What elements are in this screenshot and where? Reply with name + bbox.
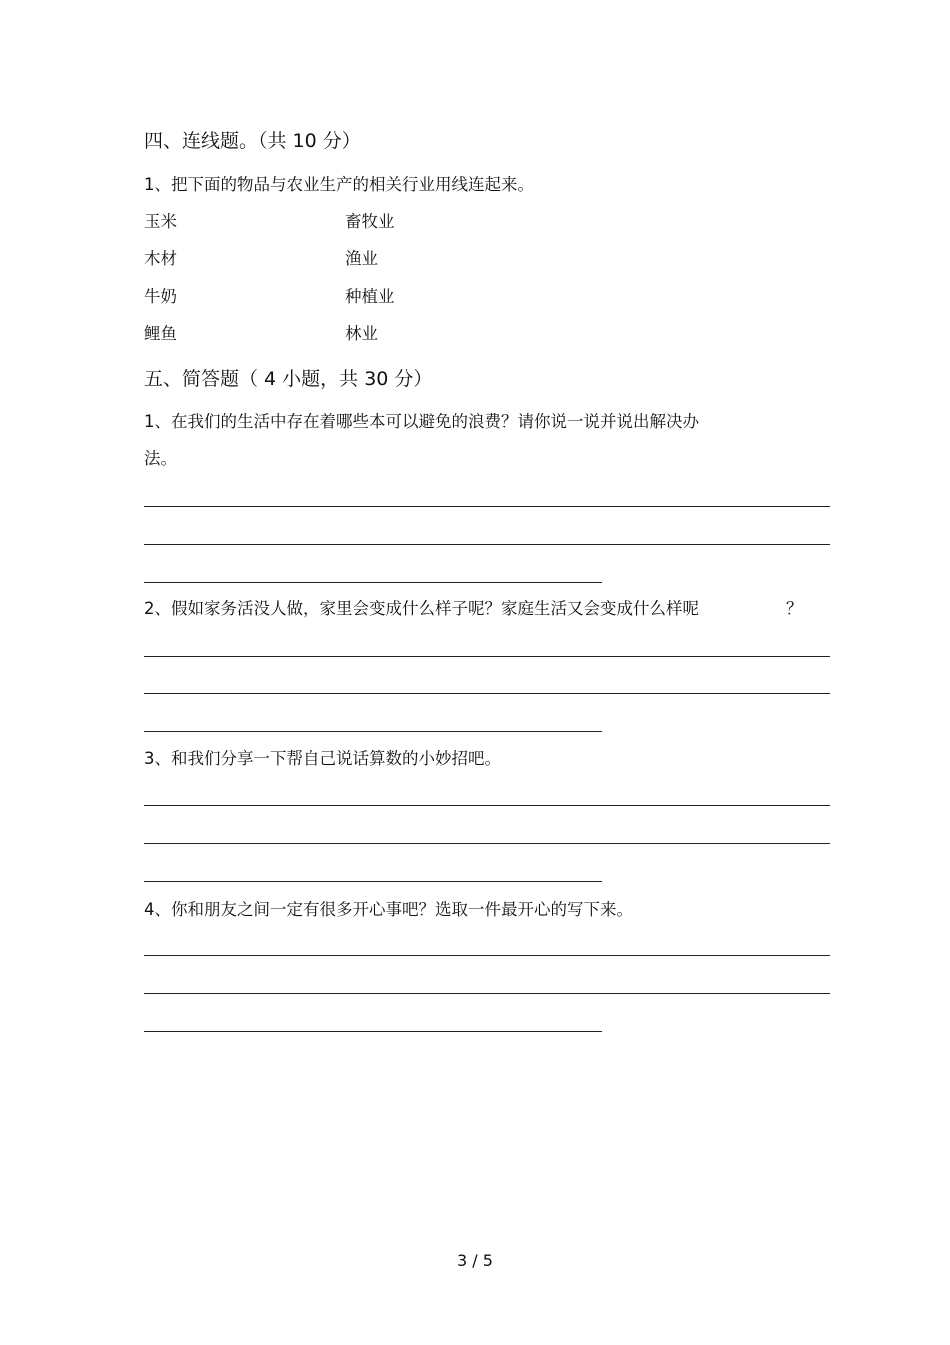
question-3: 3、和我们分享一下帮自己说话算数的小妙招吧。 [144,749,501,768]
answer-line[interactable] [144,993,830,994]
answer-line[interactable] [144,693,830,694]
answer-line[interactable] [144,881,602,882]
answer-line[interactable] [144,843,830,844]
answer-line[interactable] [144,731,602,732]
question-1-line-2: 法。 [144,449,177,468]
answer-line[interactable] [144,805,830,806]
answer-line[interactable] [144,656,830,657]
matching-left-item: 玉米 [144,212,177,231]
answer-line[interactable] [144,955,830,956]
matching-right-item: 种植业 [345,287,395,306]
matching-left-item: 牛奶 [144,287,177,306]
question-1-line-1: 1、在我们的生活中存在着哪些本可以避免的浪费？请你说一说并说出解决办 [144,412,699,431]
page-number: 3 / 5 [457,1251,493,1270]
matching-right-item: 林业 [345,324,378,343]
question-2-mark: ？ [786,599,803,618]
answer-line[interactable] [144,1031,602,1032]
question-2: 2、假如家务活没人做，家里会变成什么样子呢？家庭生活又会变成什么样呢 [144,599,699,618]
matching-right-item: 渔业 [345,249,378,268]
answer-line[interactable] [144,544,830,545]
section-4-title: 四、连线题。（共 10 分） [144,130,361,152]
question-4: 4、你和朋友之间一定有很多开心事吧？选取一件最开心的写下来。 [144,900,633,919]
section-5-title: 五、简答题（ 4 小题，共 30 分） [144,368,433,390]
matching-left-item: 鲤鱼 [144,324,177,343]
answer-line[interactable] [144,582,602,583]
matching-left-item: 木材 [144,249,177,268]
answer-line[interactable] [144,506,830,507]
matching-right-item: 畜牧业 [345,212,395,231]
section-4-question: 1、把下面的物品与农业生产的相关行业用线连起来。 [144,175,534,194]
